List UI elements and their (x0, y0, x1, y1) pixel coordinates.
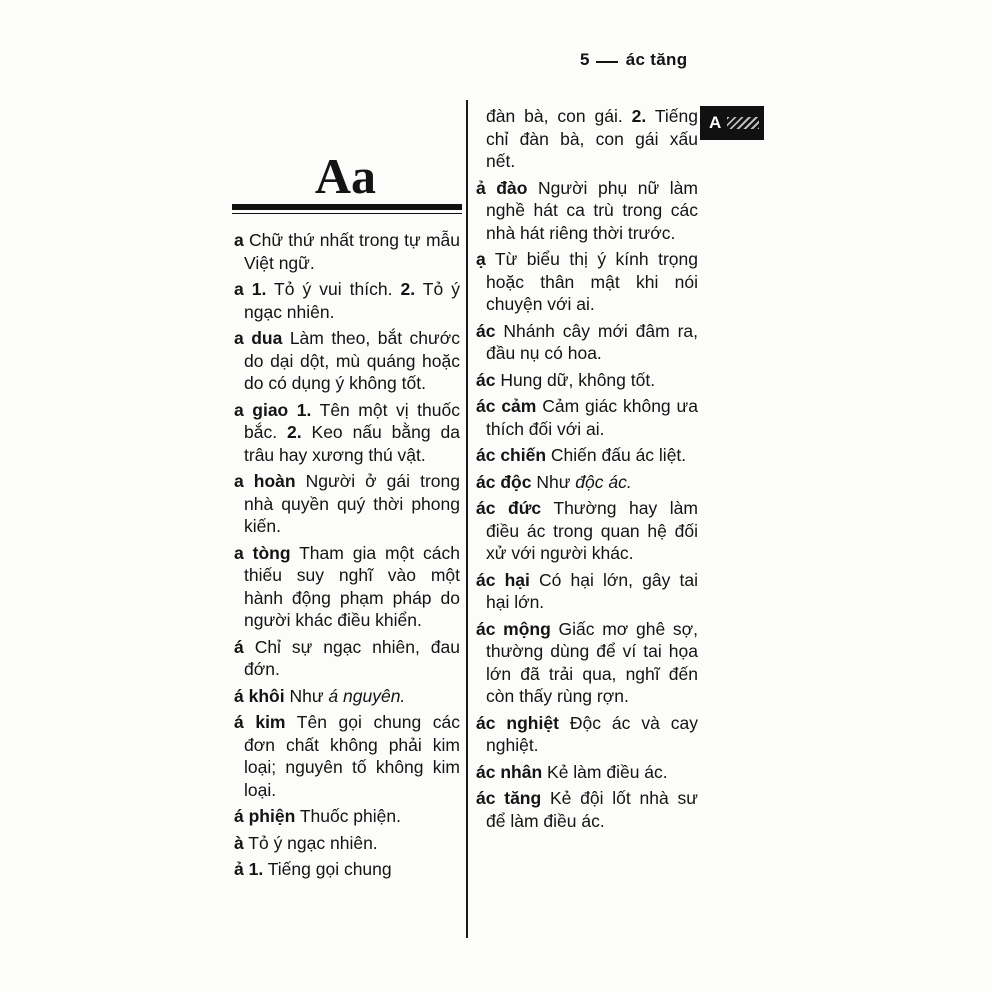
entry-headword: ác đức (476, 498, 542, 518)
entry-definition: Như (289, 685, 324, 706)
entry-definition: Tên gọi chung các đơn chất không phải kim loại; nguyên tố không kim loại. (244, 712, 461, 800)
entry-headword: ác cảm (476, 396, 537, 416)
entry-definition: Nhánh cây mới đâm ra, đầu nụ có hoa. (486, 320, 698, 363)
entry-definition: Người phụ nữ làm nghề hát ca trù trong các nhà hát riêng thời trước. (486, 177, 698, 243)
entry-headword: a hoàn (234, 471, 296, 491)
dictionary-entry (234, 278, 460, 323)
entry-definition: Từ biểu thị ý kính trọng hoặc thân mật khi nói chuyện với ai. (486, 249, 699, 314)
dictionary-entry (476, 471, 698, 494)
dictionary-entry (234, 636, 460, 681)
entry-definition: Tiếng gọi chung (267, 859, 392, 879)
left-column (234, 229, 460, 885)
page-number: 5 (580, 50, 590, 69)
entry-definition: Người ở gái trong nhà quyền quý thời phong kiến. (244, 471, 460, 536)
entry-definition: Có hại lớn, gây tai hại lớn. (486, 569, 698, 612)
entry-definition: Tỏ ý ngạc nhiên. (244, 279, 460, 322)
dictionary-entry (476, 712, 698, 757)
dictionary-entry (476, 248, 698, 316)
dictionary-entry (234, 399, 460, 467)
entry-headword: ác tăng (476, 788, 542, 808)
dictionary-entry (234, 542, 460, 632)
running-head-word: ác tăng (625, 50, 688, 69)
entry-headword: á khôi (234, 685, 285, 706)
sense-number: 2. (631, 106, 647, 126)
thumb-index-letter: A (709, 113, 722, 132)
entry-definition: Như (536, 471, 571, 492)
entry-definition: Chữ thứ nhất trong tự mẫu Việt ngữ. (244, 230, 460, 273)
entry-headword: ác hại (476, 569, 530, 590)
thumb-index-tab (700, 106, 764, 140)
section-heading (232, 150, 462, 216)
entry-definition: Hung dữ, không tốt. (500, 369, 656, 390)
entry-headword: á (234, 636, 244, 657)
sense-number: 2. (400, 279, 416, 299)
dictionary-entry (234, 470, 460, 538)
entry-headword: a giao (234, 399, 289, 420)
section-rule-thick (232, 204, 462, 210)
dictionary-entry (234, 327, 460, 395)
entry-definition: Chỉ sự ngạc nhiên, đau đớn. (244, 636, 460, 679)
column-divider (466, 100, 468, 938)
dictionary-entry (476, 761, 698, 784)
entry-definition: Độc ác và cay nghiệt. (486, 712, 698, 755)
entry-definition: Kẻ đội lốt nhà sư để làm điều ác. (486, 788, 698, 831)
cross-reference: á nguyên. (328, 685, 406, 706)
entry-definition: Tham gia một cách thiếu suy nghĩ vào một hành động phạm pháp do người khác điều khiển. (244, 542, 461, 630)
entry-headword: a (234, 230, 244, 250)
dictionary-entry (234, 858, 460, 881)
entry-headword: a dua (234, 328, 283, 348)
dictionary-entry (476, 320, 698, 365)
dictionary-entry (234, 832, 460, 855)
entry-definition: Làm theo, bắt chước do dại dột, mù quáng hoặc do có dụng ý không tốt. (244, 328, 460, 393)
entry-definition: Tỏ ý vui thích. (274, 279, 393, 299)
section-rule-thin (232, 213, 462, 214)
entry-headword: ác mộng (476, 618, 551, 639)
entry-headword: ác độc (476, 471, 532, 492)
dictionary-entry (476, 395, 698, 440)
entry-headword: ác nhân (476, 761, 543, 782)
entry-definition: Thuốc phiện. (299, 806, 401, 826)
dictionary-entry (234, 711, 460, 801)
dictionary-entry (234, 229, 460, 274)
dictionary-entry (476, 497, 698, 565)
entry-headword: ạ (476, 249, 486, 269)
entry-definition: Keo nấu bằng da trâu hay xương thú vật. (244, 422, 460, 465)
dictionary-entry (476, 444, 698, 467)
entry-definition: Giấc mơ ghê sợ, thường dùng để ví tai họa lớn đã trải qua, nghĩ đến còn thấy rùng rợn. (486, 618, 698, 706)
entry-headword: á phiện (234, 806, 296, 826)
thumb-index-pattern (727, 117, 759, 129)
dictionary-entry (476, 369, 698, 392)
entry-headword: ả đào (476, 177, 528, 198)
dictionary-entry (476, 177, 698, 245)
entry-definition: Cảm giác không ưa thích đối với ai. (486, 396, 698, 439)
entry-definition: đàn bà, con gái. (486, 106, 623, 126)
cross-reference: độc ác. (575, 471, 632, 492)
entry-definition: Chiến đấu ác liệt. (550, 445, 687, 465)
entry-headword: à (234, 832, 244, 853)
dictionary-entry (234, 805, 460, 828)
entry-definition: Tiếng chỉ đàn bà, con gái xấu nết. (486, 106, 698, 171)
right-column (476, 105, 698, 836)
dictionary-entry (234, 685, 460, 708)
entry-headword: a tòng (234, 542, 291, 563)
sense-number: 1. (296, 399, 312, 420)
entry-definition: Kẻ làm điều ác. (547, 761, 668, 782)
entry-definition: Tên một vị thuốc bắc. (244, 399, 460, 442)
entry-headword: á kim (234, 712, 286, 732)
running-head (580, 50, 687, 70)
section-letter: Aa (314, 148, 376, 204)
entry-headword: ác chiến (476, 445, 547, 465)
entry-definition: Tỏ ý ngạc nhiên. (248, 832, 378, 853)
dictionary-entry (476, 569, 698, 614)
entry-headword: ả 1. (234, 859, 264, 879)
running-head-dash (596, 61, 618, 63)
dictionary-entry (476, 105, 698, 173)
entry-definition: Thường hay làm điều ác trong quan hệ đối xử với người khác. (486, 498, 698, 563)
entry-headword: ác nghiệt (476, 712, 559, 733)
entry-headword: a 1. (234, 279, 267, 299)
entry-headword: ác (476, 320, 496, 341)
entry-headword: ác (476, 369, 496, 390)
dictionary-entry (476, 618, 698, 708)
sense-number: 2. (287, 422, 302, 442)
dictionary-entry (476, 787, 698, 832)
